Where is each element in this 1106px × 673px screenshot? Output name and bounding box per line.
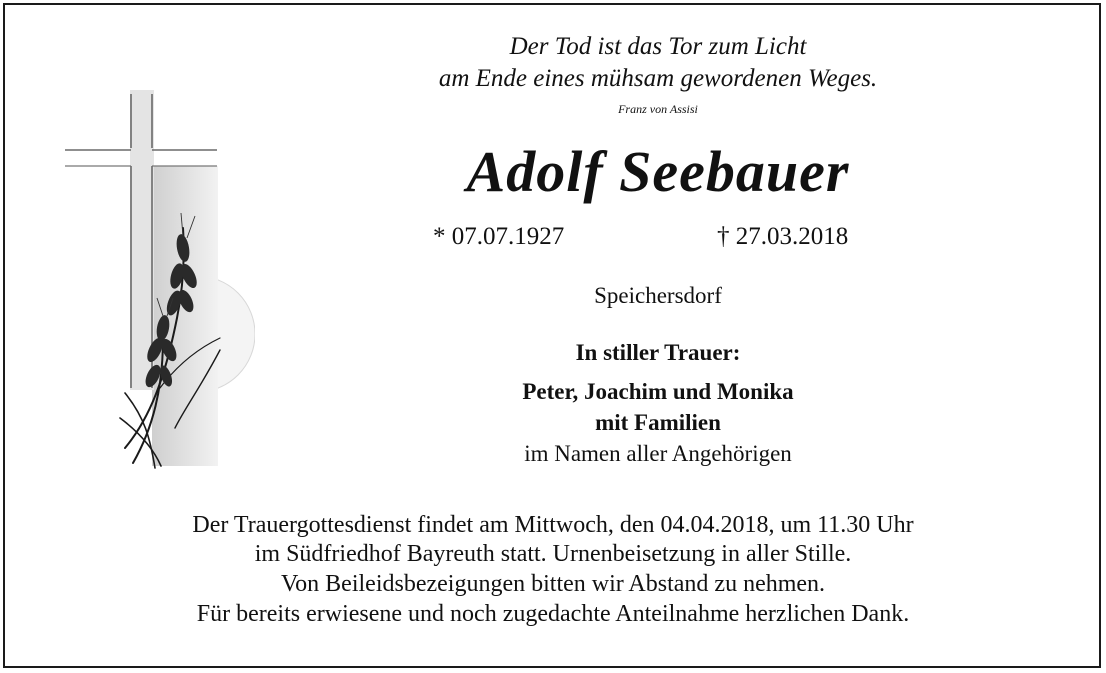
service-line-1: Der Trauergottesdienst findet am Mittwoch, den 04.04.2018, um 11.30 Uhr: [192, 512, 914, 538]
service-line-4: Für bereits erwiesene und noch zugedachte Anteilnahme herzlichen Dank.: [196, 601, 910, 627]
mourning-heading: In stiller Trauer:: [575, 340, 741, 365]
deceased-name: Adolf Seebauer: [466, 139, 850, 204]
service-line-2: im Südfriedhof Bayreuth statt. Urnenbeisetzung in aller Stille.: [254, 541, 852, 567]
quote-author: Franz von Assisi: [618, 102, 698, 116]
service-line-3: Von Beileidsbezeigungen bitten wir Abstand zu nehmen.: [280, 571, 826, 597]
birth-date: * 07.07.1927: [433, 223, 565, 250]
death-date: † 27.03.2018: [717, 223, 849, 250]
quote-line-1: Der Tod ist das Tor zum Licht: [509, 33, 807, 60]
hometown: Speichersdorf: [594, 283, 722, 308]
mourners-names: Peter, Joachim und Monika: [522, 379, 794, 404]
quote-line-2: am Ende eines mühsam gewordenen Weges.: [438, 65, 878, 92]
mourners-families: mit Familien: [595, 410, 721, 435]
mourners-relatives: im Namen aller Angehörigen: [524, 441, 792, 466]
